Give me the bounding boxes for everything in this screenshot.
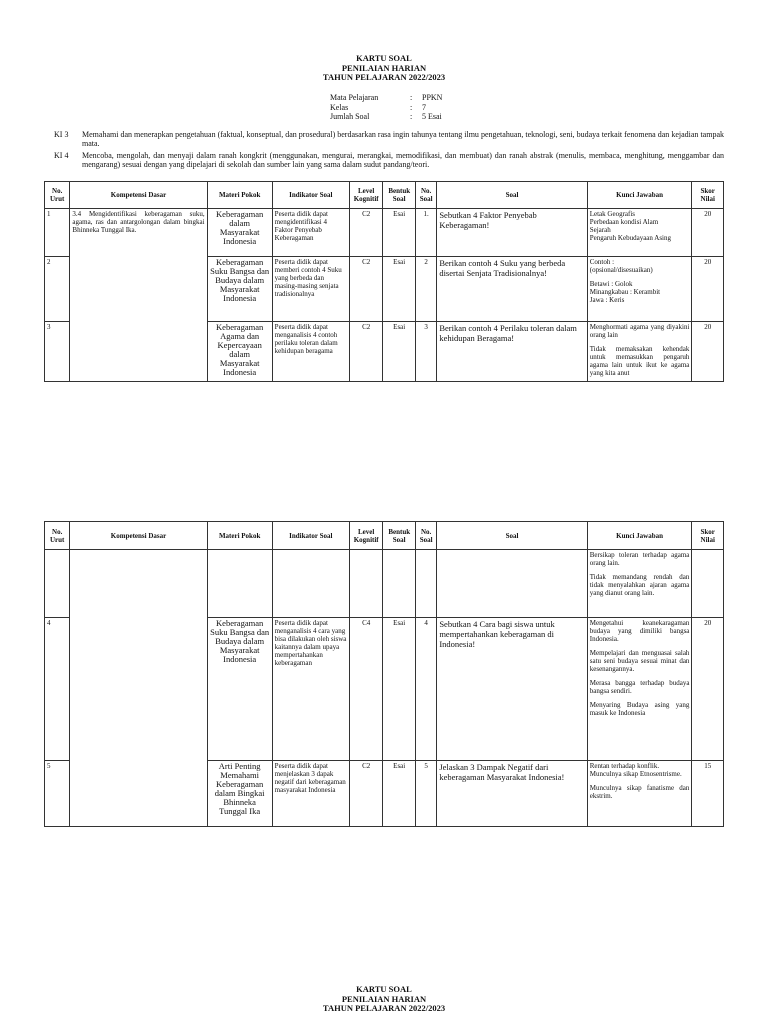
col-materi-pokok: Materi Pokok [207,522,272,550]
table-row [45,550,724,618]
col-skor-nilai: Skor Nilai [692,182,724,209]
cell-bentuk: Esai [383,209,416,257]
cell-skor: 20 [692,322,724,382]
col-kunci-jawaban: Kunci Jawaban [587,522,692,550]
cell-skor: 15 [692,761,724,827]
col-indikator-soal: Indikator Soal [272,182,349,209]
cell-nosoal: 5 [415,761,436,827]
cell-soal: Sebutkan 4 Cara bagi siswa untuk mempertahankan keberagaman di Indonesia! [437,618,587,761]
ki-3: KI 3 Memahami dan menerapkan pengetahuan (faktual, konseptual, dan prosedural) berdasarkan rasa ingin tahunya tentang ilmu pengetahuan, teknologi, seni, budaya terkait fenomena dan kejadian tampak mata. [54,130,724,148]
cell-bentuk [383,550,416,618]
cell-no: 1 [45,209,70,257]
cell-indikator: Peserta didik dapat memberi contoh 4 Suku yang berbeda dan masing-masing senjata tradisionalnya [272,257,349,322]
cell-indikator [272,550,349,618]
col-soal: Soal [437,522,587,550]
question-table-1 [44,181,724,382]
col-bentuk-soal: Bentuk Soal [383,522,416,550]
cell-materi: Keberagaman Suku Bangsa dan Budaya dalam Masyarakat Indonesia [207,618,272,761]
col-kompetensi-dasar: Kompetensi Dasar [70,182,207,209]
cell-materi: Keberagaman dalam Masyarakat Indonesia [207,209,272,257]
cell-nosoal: 1. [415,209,436,257]
cell-materi: Keberagaman Suku Bangsa dan Budaya dalam Masyarakat Indonesia [207,257,272,322]
cell-no: 5 [45,761,70,827]
cell-kunci: Bersikap toleran terhadap agama orang lain. Tidak memandang rendah dan tidak menyalahkan ajaran agama yang dianut orang lain. [587,550,692,618]
cell-skor: 20 [692,209,724,257]
cell-level: C2 [349,761,383,827]
col-level-kognitif: Level Kognitif [349,182,383,209]
cell-level [349,550,383,618]
col-no-urut: No. Urut [45,182,70,209]
col-no-soal: No. Soal [415,182,436,209]
document-title [0,54,768,83]
cell-nosoal: 4 [415,618,436,761]
cell-no: 3 [45,322,70,382]
meta-row-subject: Mata Pelajaran : PPKN [330,93,443,102]
col-no-soal: No. Soal [415,522,436,550]
cell-kunci: Menghormati agama yang diyakini orang lain Tidak memaksakan kehendak untuk memasukkan pengaruh agama lain untuk ikut ke agama yang kita anut [587,322,692,382]
cell-no [45,550,70,618]
cell-level: C2 [349,209,383,257]
ki-4: KI 4 Mencoba, mengolah, dan menyaji dalam ranah kongkrit (menggunakan, mengurai, merangkai, memodifikasi, dan membuat) dan ranah abstrak (menulis, membaca, menghitung, menggambar dan mengarang) sesuai dengan yang dipelajari di sekolah dan sumber lain yang sama dalam sudut pandang/teori. [54,151,724,169]
title-line-1: KARTU SOAL [356,53,412,63]
title-line-2: PENILAIAN HARIAN [341,62,427,73]
cell-indikator: Peserta didik dapat menganalisis 4 cara yang bisa dilakukan oleh siswa kaitannya dalam upaya mempertahankan keberagaman [272,618,349,761]
cell-soal: Sebutkan 4 Faktor Penyebab Keberagaman! [437,209,587,257]
cell-skor: 20 [692,618,724,761]
cell-level: C2 [349,257,383,322]
cell-soal: Jelaskan 3 Dampak Negatif dari keberagaman Masyarakat Indonesia! [437,761,587,827]
cell-kunci: Letak Geografis Perbedaan kondisi Alam Sejarah Pengaruh Kebudayaan Asing [587,209,692,257]
col-kunci-jawaban: Kunci Jawaban [587,182,692,209]
cell-bentuk: Esai [383,761,416,827]
col-skor-nilai: Skor Nilai [692,522,724,550]
cell-nosoal: 2 [415,257,436,322]
cell-kunci: Contoh : (opsional/disesuaikan) Betawi : Golok Minangkabau : Kerambit Jawa : Keris [587,257,692,322]
col-kompetensi-dasar: Kompetensi Dasar [70,522,207,550]
cell-soal [437,550,587,618]
question-table-2 [44,521,724,827]
cell-skor: 20 [692,257,724,322]
title-line-1: KARTU SOAL [356,984,412,994]
cell-skor [692,550,724,618]
cell-nosoal: 3 [415,322,436,382]
title-line-2: PENILAIAN HARIAN [341,993,427,1004]
cell-kunci: Rentan terhadap konflik. Munculnya sikap Etnosentrisme. Munculnya sikap fanatisme dan ekstrim. [587,761,692,827]
col-indikator-soal: Indikator Soal [272,522,349,550]
cell-no: 4 [45,618,70,761]
cell-materi: Keberagaman Agama dan Kepercayaan dalam Masyarakat Indonesia [207,322,272,382]
cell-no: 2 [45,257,70,322]
title-line-3: TAHUN PELAJARAN 2022/2023 [322,1003,446,1013]
cell-kunci: Mengetahui keanekaragaman budaya yang dimiliki bangsa Indonesia. Mempelajari dan menguasai salah satu seni budaya sesuai minat dan kesenangannya. Merasa bangga terhadap budaya bangsa sendiri. Menyaring Budaya asing yang masuk ke Indonesia [587,618,692,761]
table-header-row [45,182,724,209]
cell-indikator: Peserta didik dapat menjelaskan 3 dapak negatif dari keberagaman masyarakat Indonesia [272,761,349,827]
meta-info [330,93,442,122]
title-line-3: TAHUN PELAJARAN 2022/2023 [322,72,446,82]
col-materi-pokok: Materi Pokok [207,182,272,209]
cell-kd [70,550,207,827]
cell-bentuk: Esai [383,257,416,322]
meta-row-class: Kelas : 7 [330,102,426,112]
table-row [45,209,724,257]
cell-indikator: Peserta didik dapat menganalisis 4 contoh perilaku toleran dalam kehidupan beragama [272,322,349,382]
cell-materi: Arti Penting Memahami Keberagaman dalam Bingkai Bhinneka Tunggal Ika [207,761,272,827]
cell-level: C2 [349,322,383,382]
cell-soal: Berikan contoh 4 Perilaku toleran dalam kehidupan Beragama! [437,322,587,382]
col-soal: Soal [437,182,587,209]
cell-bentuk: Esai [383,322,416,382]
cell-kd: 3.4 Mengidentifikasi keberagaman suku, agama, ras dan antargolongan dalam bingkai Bhinneka Tunggal Ika. [70,209,207,382]
cell-materi [207,550,272,618]
meta-row-count: Jumlah Soal : 5 Esai [330,112,442,121]
col-level-kognitif: Level Kognitif [349,522,383,550]
cell-bentuk: Esai [383,618,416,761]
col-bentuk-soal: Bentuk Soal [383,182,416,209]
cell-level: C4 [349,618,383,761]
table-header-row [45,522,724,550]
cell-nosoal [415,550,436,618]
cell-soal: Berikan contoh 4 Suku yang berbeda disertai Senjata Tradisionalnya! [437,257,587,322]
cell-indikator: Peserta didik dapat mengidentifikasi 4 Faktor Penyebab Keberagaman [272,209,349,257]
next-page-title [0,985,768,1014]
col-no-urut: No. Urut [45,522,70,550]
